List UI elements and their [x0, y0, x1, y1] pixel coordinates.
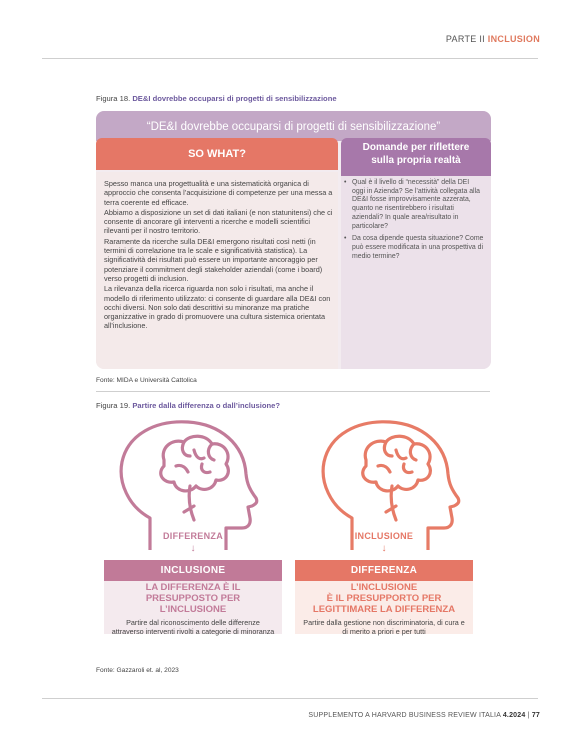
- so-what-paragraph: Abbiamo a disposizione un set di dati italiani (e non statunitensi) che ci consente di ancorare gli interventi a ricerche e modelli scientifici rilevanti per il nostro territorio.: [104, 207, 333, 236]
- figure19-source: Fonte: Gazzaroli et. al, 2023: [96, 667, 179, 674]
- right-title-line1: L’INCLUSIONE: [350, 582, 418, 593]
- question-text: Da cosa dipende questa situazione? Come può essere modificata in una prospettiva di medio termine?: [352, 235, 484, 260]
- left-panel-title: [104, 582, 282, 615]
- right-title-line2: È IL PRESUPPORTO PER: [326, 593, 442, 604]
- right-top-label: INCLUSIONE: [354, 531, 414, 541]
- left-panel-text: Partire dal riconoscimento delle differenze attraverso interventi rivolti a categorie di minoranza: [111, 618, 275, 636]
- questions-header-line1: Domande per riflettere: [362, 142, 470, 153]
- figure18-banner: “DE&I dovrebbe occuparsi di progetti di sensibilizzazione”: [96, 111, 491, 141]
- footer-separator: |: [527, 712, 530, 719]
- header-part: PARTE II: [445, 34, 485, 44]
- footer-issue: 4.2024: [502, 712, 526, 719]
- footer-publication: SUPPLEMENTO A HARVARD BUSINESS REVIEW ITALIA: [308, 712, 501, 719]
- questions-list: [344, 179, 484, 265]
- question-item: [344, 179, 484, 231]
- page-footer: [308, 712, 540, 719]
- right-arrow-icon: ↓: [381, 543, 387, 554]
- question-text: Qual è il livello di “necessità” della DEI oggi in Azienda? Se l’attività collegata alla DE&I fosse improvvisamente azzerata, quanto ne risentirebbero i risultati aziendali? In quale area/risultato in particolare?: [352, 179, 480, 230]
- so-what-body: [104, 179, 333, 332]
- left-title-line3: L’INCLUSIONE: [159, 604, 227, 615]
- bullet-icon: •: [344, 179, 347, 186]
- left-title-line2: PRESUPPOSTO PER: [145, 593, 241, 604]
- header-rule: [42, 58, 538, 59]
- question-item: [344, 235, 484, 261]
- left-arrow-icon: ↓: [190, 543, 196, 554]
- figure18-caption-prefix: Figura 18.: [96, 94, 131, 103]
- bullet-icon: •: [344, 235, 347, 243]
- so-what-paragraph: Raramente da ricerche sulla DE&I emergono risultati così netti (in termini di correlazione tra le scale e significatività statistica). La significatività dei risultati può essere un importante ancoraggio per potenziare il commitment degli stakeholder aziendali (come i board) verso progetti di inclusion.: [104, 236, 323, 283]
- figure18-box: [96, 111, 491, 369]
- right-panel-text: Partire dalla gestione non discriminatoria, di cura e di merito a priori e per tutti: [303, 618, 465, 636]
- figure18-caption: [96, 94, 337, 103]
- right-panel-title: [295, 582, 473, 615]
- left-title-line1: LA DIFFERENZA È IL: [145, 582, 241, 593]
- figure19-caption-title: Partire dalla differenza o dall’inclusione?: [132, 401, 281, 410]
- figure18-source: Fonte: MIDA e Università Cattolica: [96, 377, 197, 384]
- left-band: INCLUSIONE: [104, 560, 282, 581]
- left-top-label: DIFFERENZA: [163, 531, 223, 541]
- header-section: INCLUSION: [487, 34, 540, 44]
- page-number: 77: [531, 712, 540, 719]
- so-what-paragraph: La rilevanza della ricerca riguarda non solo i risultati, ma anche il modello di riferimento utilizzato: ci consente di guardare alla DE&I con occhi diversi. Non solo dati descrittivi su minoranze ma pratiche organizzative in grado di promuovere una cultura sistemica orientata all’inclusione.: [104, 284, 331, 331]
- footer-rule: [42, 698, 538, 699]
- figure18-rule: [96, 391, 490, 392]
- so-what-header: SO WHAT?: [96, 138, 338, 170]
- questions-header: [341, 138, 491, 176]
- figure18-caption-title: DE&I dovrebbe occuparsi di progetti di sensibilizzazione: [132, 94, 337, 103]
- questions-header-line2: sulla propria realtà: [371, 154, 461, 166]
- so-what-paragraph: Spesso manca una progettualità e una sistematicità organica di approccio che consenta l’acquisizione di competenze per una messa a terra coerente ed efficace.: [104, 179, 333, 207]
- right-title-line3: LEGITTIMARE LA DIFFERENZA: [312, 604, 456, 615]
- right-band: DIFFERENZA: [295, 560, 473, 581]
- running-header: [446, 34, 540, 44]
- figure19-caption: [96, 401, 280, 410]
- figure19-caption-prefix: Figura 19.: [96, 401, 131, 410]
